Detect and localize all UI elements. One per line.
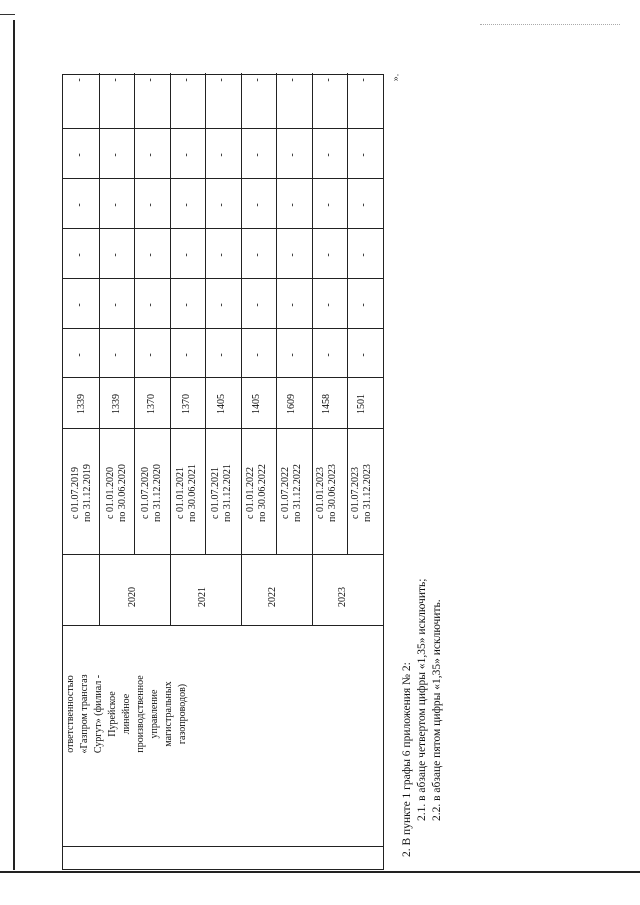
value-cell: 1501 [356, 394, 367, 414]
year-cell: 2020 [127, 587, 138, 607]
period-cell [140, 433, 164, 553]
empty-cell-dash: - [180, 303, 192, 307]
empty-cell-dash: - [74, 203, 85, 207]
year-cell: 2022 [267, 587, 278, 607]
table-column-line [63, 278, 383, 279]
empty-cell-dash: - [322, 203, 334, 207]
empty-cell-dash: - [216, 353, 227, 357]
table-column-line [63, 178, 383, 179]
empty-cell-dash: - [358, 353, 369, 357]
empty-cell-dash: - [74, 353, 85, 357]
empty-cell-dash: - [216, 253, 227, 257]
empty-cell-dash: - [216, 303, 227, 307]
empty-cell-dash: - [74, 78, 85, 82]
empty-cell-dash: - [109, 203, 121, 207]
period-to: по 31.12.2019 [82, 464, 93, 522]
empty-cell-dash: - [287, 253, 298, 257]
empty-cell-dash: - [216, 78, 227, 82]
org-line: газопроводов) [177, 683, 188, 745]
period-to: по 30.06.2020 [117, 464, 128, 522]
table-row-line [276, 73, 277, 555]
period-from: с 01.01.2020 [105, 467, 116, 519]
empty-cell-dash: - [322, 153, 334, 157]
org-line: производственное [135, 675, 146, 753]
org-line: ответственностью [65, 675, 76, 753]
organization-cell [64, 615, 190, 813]
org-line: управление [149, 689, 160, 739]
value-cell: 1405 [216, 394, 227, 414]
table-row-line [205, 73, 206, 555]
org-line: Пурейское [107, 691, 118, 737]
footer-line-2: 2.1. в абзаце четвертом цифры «1,35» исключить; [416, 578, 428, 821]
empty-cell-dash: - [322, 253, 334, 257]
year-cell: 2023 [337, 587, 348, 607]
period-cell [315, 433, 339, 553]
table-row-line [170, 73, 171, 555]
empty-cell-dash: - [109, 353, 121, 357]
period-cell [70, 433, 94, 553]
table-column-line [63, 554, 383, 555]
empty-cell-dash: - [358, 78, 369, 82]
period-from: с 01.01.2022 [245, 467, 256, 519]
empty-cell-dash: - [322, 353, 334, 357]
empty-cell-dash: - [358, 153, 369, 157]
empty-cell-dash: - [74, 253, 85, 257]
empty-cell-dash: - [145, 353, 156, 357]
period-to: по 31.12.2021 [222, 464, 233, 522]
table-column-line [63, 846, 383, 847]
closing-quote: ». [390, 73, 402, 82]
empty-cell-dash: - [180, 353, 192, 357]
value-cell: 1370 [181, 394, 192, 414]
value-cell: 1370 [146, 394, 157, 414]
empty-cell-dash: - [145, 153, 156, 157]
period-to: по 31.12.2022 [292, 464, 303, 522]
footer-line-3: 2.2. в абзаце пятом цифры «1,35» исключить. [431, 599, 443, 821]
empty-cell-dash: - [109, 153, 121, 157]
year-group-line [312, 555, 313, 626]
empty-cell-dash: - [180, 253, 192, 257]
empty-cell-dash: - [322, 78, 334, 82]
empty-cell-dash: - [145, 303, 156, 307]
period-to: по 31.12.2020 [152, 464, 163, 522]
org-line: линейное [121, 693, 132, 735]
org-line: Сургут» (филиал - [93, 674, 104, 754]
period-from: с 01.07.2019 [70, 467, 81, 519]
empty-cell-dash: - [287, 203, 298, 207]
empty-cell-dash: - [251, 303, 263, 307]
empty-cell-dash: - [358, 203, 369, 207]
table-column-line [63, 128, 383, 129]
empty-cell-dash: - [358, 253, 369, 257]
empty-cell-dash: - [180, 78, 192, 82]
footer-line-1: 2. В пункте 1 графы 6 приложения № 2: [401, 662, 413, 857]
empty-cell-dash: - [251, 353, 263, 357]
period-cell [245, 433, 269, 553]
empty-cell-dash: - [287, 78, 298, 82]
table-row-line [312, 73, 313, 555]
table-row-line [241, 73, 242, 555]
period-from: с 01.07.2022 [280, 467, 291, 519]
period-to: по 31.12.2023 [362, 464, 373, 522]
period-from: с 01.07.2023 [350, 467, 361, 519]
empty-cell-dash: - [287, 153, 298, 157]
empty-cell-dash: - [216, 153, 227, 157]
value-cell: 1339 [111, 394, 122, 414]
period-cell [350, 433, 374, 553]
org-line: «Газпром трансгаз [79, 674, 90, 754]
empty-cell-dash: - [109, 253, 121, 257]
period-cell [175, 433, 199, 553]
table-row-line [99, 73, 100, 555]
empty-cell-dash: - [180, 203, 192, 207]
empty-cell-dash: - [322, 303, 334, 307]
empty-cell-dash: - [145, 253, 156, 257]
empty-cell-dash: - [251, 203, 263, 207]
value-cell: 1339 [76, 394, 87, 414]
period-from: с 01.01.2023 [315, 467, 326, 519]
empty-cell-dash: - [109, 303, 121, 307]
value-cell: 1405 [251, 394, 262, 414]
value-cell: 1458 [321, 394, 332, 414]
empty-cell-dash: - [180, 153, 192, 157]
period-to: по 30.06.2021 [187, 464, 198, 522]
empty-cell-dash: - [251, 253, 263, 257]
empty-cell-dash: - [251, 153, 263, 157]
empty-cell-dash: - [145, 203, 156, 207]
year-cell: 2021 [197, 587, 208, 607]
empty-cell-dash: - [287, 303, 298, 307]
empty-cell-dash: - [216, 203, 227, 207]
period-from: с 01.07.2020 [140, 467, 151, 519]
empty-cell-dash: - [358, 303, 369, 307]
empty-cell-dash: - [74, 303, 85, 307]
year-group-line [241, 555, 242, 626]
table-column-line [63, 328, 383, 329]
empty-cell-dash: - [145, 78, 156, 82]
table-row-line [134, 73, 135, 555]
period-from: с 01.07.2021 [210, 467, 221, 519]
table-column-line [63, 228, 383, 229]
empty-cell-dash: - [251, 78, 263, 82]
period-cell [105, 433, 129, 553]
org-line: магистральных [163, 681, 174, 747]
period-cell [280, 433, 304, 553]
table-column-line [63, 377, 383, 378]
empty-cell-dash: - [287, 353, 298, 357]
period-to: по 30.06.2023 [327, 464, 338, 522]
table-row-line [347, 73, 348, 555]
period-to: по 30.06.2022 [257, 464, 268, 522]
empty-cell-dash: - [109, 78, 121, 82]
period-from: с 01.01.2021 [175, 467, 186, 519]
empty-cell-dash: - [74, 153, 85, 157]
period-cell [210, 433, 234, 553]
value-cell: 1609 [286, 394, 297, 414]
